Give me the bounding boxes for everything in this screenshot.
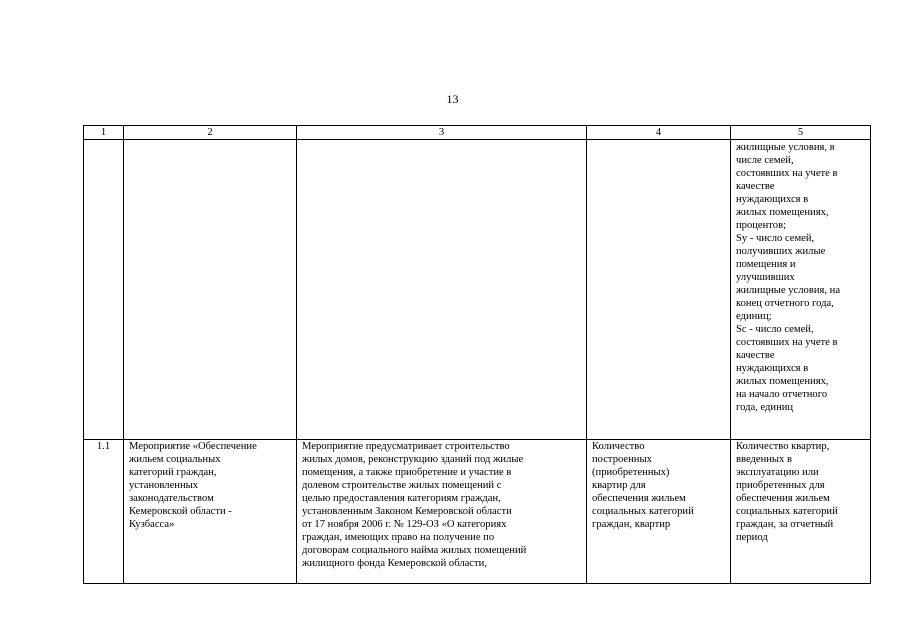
text-line: конец отчетного года, bbox=[736, 298, 834, 309]
text-line: получивших жилые bbox=[736, 246, 826, 257]
text-line: квартир для bbox=[592, 480, 646, 491]
text-line: период bbox=[736, 532, 768, 543]
text-line: нуждающихся в bbox=[736, 363, 809, 374]
text-line: жилых домов, реконструкцию зданий под жилые bbox=[302, 454, 524, 465]
text-line: Кузбасса» bbox=[129, 519, 175, 530]
text-line: граждан, квартир bbox=[592, 519, 671, 530]
text-line: Количество квартир, bbox=[736, 441, 830, 452]
text-line: построенных bbox=[592, 454, 652, 465]
text-line: жилищные условия, в bbox=[736, 142, 835, 153]
program-table bbox=[83, 125, 871, 584]
header-col-1: 1 bbox=[84, 126, 124, 140]
text-line: Мероприятие предусматривает строительство bbox=[302, 441, 510, 452]
header-col-4: 4 bbox=[587, 126, 731, 140]
cell-event-name bbox=[124, 140, 297, 440]
cell-description bbox=[297, 440, 587, 584]
cell-indicator-method bbox=[731, 440, 871, 584]
table-row-continuation bbox=[84, 140, 871, 440]
text-line: (приобретенных) bbox=[592, 467, 670, 478]
text-line: качестве bbox=[736, 350, 775, 361]
text-line: введенных в bbox=[736, 454, 792, 465]
text-line: жилищные условия, на bbox=[736, 285, 841, 296]
header-col-3: 3 bbox=[297, 126, 587, 140]
text-line: нуждающихся в bbox=[736, 194, 809, 205]
text-line: процентов; bbox=[736, 220, 787, 231]
table-row-1-1 bbox=[84, 440, 871, 584]
text-line: обеспечения жильем bbox=[592, 493, 686, 504]
text-line: установленным Законом Кемеровской области bbox=[302, 506, 512, 517]
text-line: социальных категорий bbox=[592, 506, 694, 517]
cell-number: 1.1 bbox=[84, 440, 124, 584]
text-line: состоявших на учете в bbox=[736, 337, 838, 348]
text-line: года, единиц bbox=[736, 402, 794, 413]
text-line: долевом строительстве жилых помещений с bbox=[302, 480, 502, 491]
text-line: улучшивших bbox=[736, 272, 795, 283]
header-col-2: 2 bbox=[124, 126, 297, 140]
text-line: Sy - число семей, bbox=[736, 233, 815, 244]
header-row bbox=[84, 126, 871, 140]
text-line: законодательством bbox=[129, 493, 214, 504]
text-line: эксплуатацию или bbox=[736, 467, 819, 478]
header-col-5: 5 bbox=[731, 126, 871, 140]
text-line: обеспечения жильем bbox=[736, 493, 830, 504]
text-line: Кемеровской области - bbox=[129, 506, 232, 517]
page-number: 13 bbox=[446, 92, 459, 106]
text-line: категорий граждан, bbox=[129, 467, 217, 478]
text-line: числе семей, bbox=[736, 155, 794, 166]
text-line: Мероприятие «Обеспечение bbox=[129, 441, 257, 452]
text-line: единиц; bbox=[736, 311, 772, 322]
cell-description bbox=[297, 140, 587, 440]
cell-number bbox=[84, 140, 124, 440]
text-line: состоявших на учете в bbox=[736, 168, 838, 179]
text-line: жильем социальных bbox=[129, 454, 221, 465]
text-line: приобретенных для bbox=[736, 480, 825, 491]
text-line: помещения и bbox=[736, 259, 796, 270]
cell-indicator bbox=[587, 140, 731, 440]
text-line: на начало отчетного bbox=[736, 389, 828, 400]
text-line: договорам социального найма жилых помещений bbox=[302, 545, 527, 556]
text-line: социальных категорий bbox=[736, 506, 838, 517]
text-line: установленных bbox=[129, 480, 199, 491]
text-line: качестве bbox=[736, 181, 775, 192]
cell-event-name bbox=[124, 440, 297, 584]
text-line: Sc - число семей, bbox=[736, 324, 814, 335]
text-line: Количество bbox=[592, 441, 645, 452]
text-line: граждан, за отчетный bbox=[736, 519, 834, 530]
text-line: жилищного фонда Кемеровской области, bbox=[302, 558, 487, 569]
text-line: целью предоставления категориям граждан, bbox=[302, 493, 501, 504]
text-line: помещения, а также приобретение и участие в bbox=[302, 467, 512, 478]
text-line: граждан, имеющих право на получение по bbox=[302, 532, 495, 543]
text-line: жилых помещениях, bbox=[736, 376, 829, 387]
text-line: от 17 ноября 2006 г. № 129-ОЗ «О категориях bbox=[302, 519, 507, 530]
cell-indicator bbox=[587, 440, 731, 584]
text-line: жилых помещениях, bbox=[736, 207, 829, 218]
cell-formula-explanation bbox=[731, 140, 871, 440]
